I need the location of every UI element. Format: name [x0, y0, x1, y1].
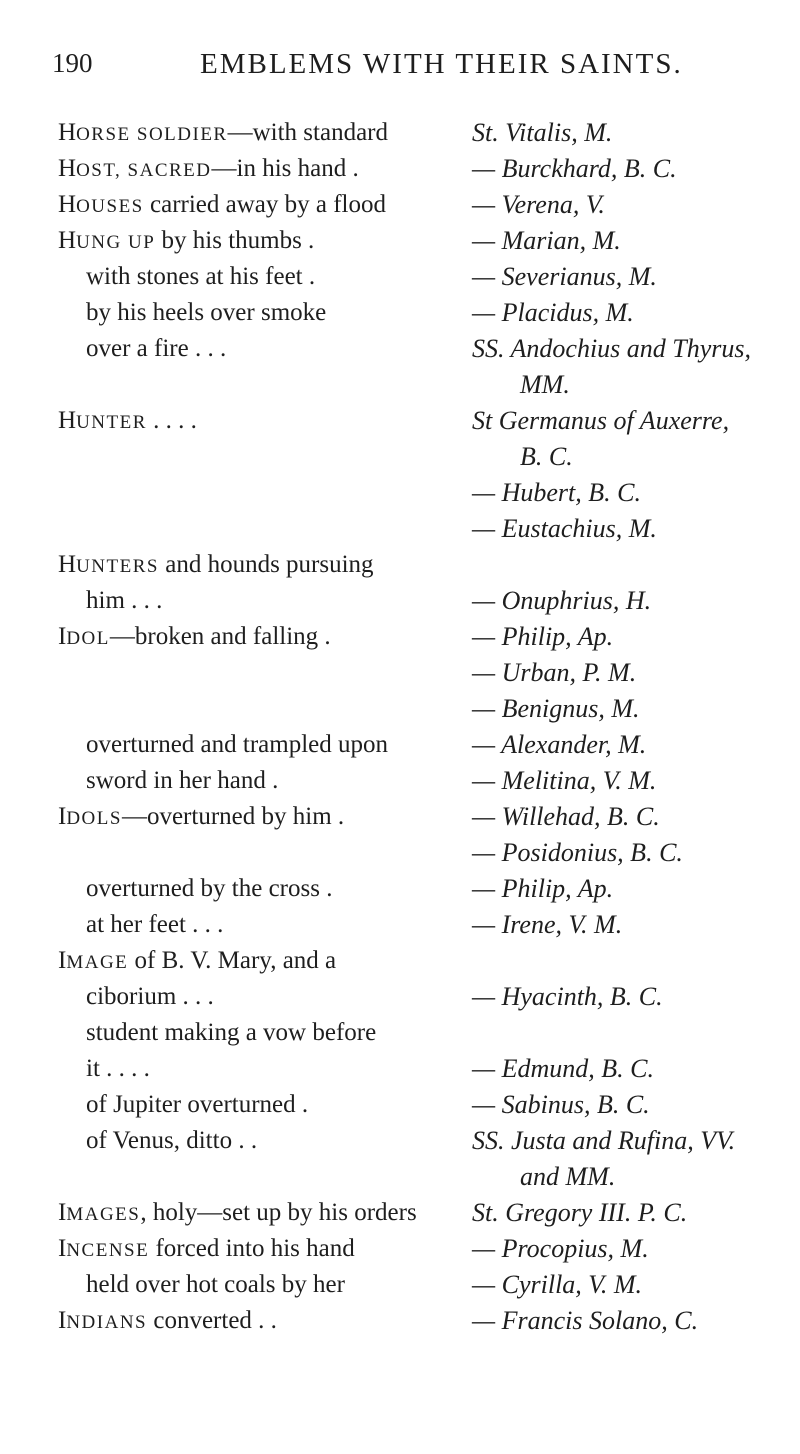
emblem-initial: H: [58, 155, 77, 182]
emblem-entry: student making a vow before: [86, 1019, 377, 1046]
index-row: [0, 367, 800, 403]
saint-entry: — Hyacinth, B. C.: [472, 982, 663, 1011]
emblem-entry: [58, 619, 458, 657]
emblem-entry: held over hot coals by her: [86, 1271, 345, 1298]
index-row: [0, 871, 800, 907]
emblem-description: —broken and falling .: [109, 623, 331, 650]
index-row: [0, 835, 800, 871]
emblem-entry: ciborium . . .: [86, 983, 214, 1010]
index-row: [0, 151, 800, 187]
saint-entry: St. Gregory III. P. C.: [472, 1198, 688, 1227]
emblem-description: —with standard: [227, 119, 388, 146]
emblem-keyword: DOL: [66, 628, 110, 649]
emblem-keyword: ORSE SOLDIER: [76, 124, 228, 145]
index-row: [0, 259, 800, 295]
saint-entry: St Germanus of Auxerre,: [472, 406, 730, 435]
emblem-entry: [58, 223, 458, 261]
emblem-initial: I: [58, 1199, 67, 1226]
index-row: [0, 583, 800, 619]
emblem-index: [0, 115, 800, 1339]
saint-entry: — Melitina, V. M.: [472, 766, 657, 795]
emblem-keyword: UNTER: [76, 412, 147, 433]
saint-entry: — Edmund, B. C.: [472, 1054, 654, 1083]
emblem-entry: [58, 187, 458, 225]
emblem-keyword: MAGE: [66, 952, 129, 973]
index-row: [0, 1123, 800, 1159]
index-row: [0, 655, 800, 691]
saint-entry: — Burckhard, B. C.: [472, 154, 677, 183]
index-row: [0, 1231, 800, 1267]
index-row: [0, 979, 800, 1015]
saint-entry: — Alexander, M.: [472, 730, 647, 759]
saint-entry: — Posidonius, B. C.: [472, 838, 683, 867]
index-row: [0, 1015, 800, 1051]
saint-entry: — Marian, M.: [472, 226, 621, 255]
emblem-initial: H: [58, 227, 77, 254]
index-row: [0, 295, 800, 331]
emblem-initial: I: [58, 1235, 67, 1262]
emblem-entry: [58, 1231, 458, 1269]
emblem-entry: with stones at his feet .: [86, 263, 316, 290]
index-row: [0, 727, 800, 763]
index-row: [0, 187, 800, 223]
emblem-entry: [58, 1195, 458, 1233]
index-row: [0, 1051, 800, 1087]
saint-entry: — Francis Solano, C.: [472, 1306, 699, 1335]
saint-entry: — Hubert, B. C.: [472, 478, 641, 507]
emblem-keyword: OUSES: [76, 196, 144, 217]
emblem-initial: H: [58, 551, 77, 578]
emblem-initial: I: [58, 623, 67, 650]
emblem-entry: overturned and trampled upon: [86, 731, 388, 758]
emblem-description: of B. V. Mary, and a: [128, 947, 337, 974]
saint-entry: — Eustachius, M.: [472, 514, 657, 543]
emblem-keyword: OST, SACRED: [76, 160, 212, 181]
emblem-keyword: NDIANS: [66, 1312, 148, 1333]
emblem-description: . . . .: [146, 407, 197, 434]
emblem-description: by his thumbs .: [155, 227, 315, 254]
emblem-entry: [58, 799, 458, 837]
emblem-description: —overturned by him .: [121, 803, 345, 830]
emblem-entry: by his heels over smoke: [86, 299, 327, 326]
emblem-entry: it . . . .: [86, 1055, 150, 1082]
saint-entry: — Cyrilla, V. M.: [472, 1270, 642, 1299]
index-row: [0, 1267, 800, 1303]
emblem-entry: him . . .: [86, 587, 163, 614]
emblem-initial: I: [58, 803, 67, 830]
emblem-entry: sword in her hand .: [86, 767, 279, 794]
saint-entry: — Urban, P. M.: [472, 658, 637, 687]
saint-entry: MM.: [520, 370, 570, 399]
saint-entry: St. Vitalis, M.: [472, 118, 613, 147]
page-header: [0, 48, 800, 92]
index-row: [0, 943, 800, 979]
emblem-entry: of Jupiter overturned .: [86, 1091, 309, 1118]
emblem-description: carried away by a flood: [143, 191, 386, 218]
index-row: [0, 403, 800, 439]
emblem-description: , holy—set up by his orders: [140, 1199, 417, 1226]
index-row: [0, 115, 800, 151]
saint-entry: — Philip, Ap.: [472, 874, 614, 903]
saint-entry: — Philip, Ap.: [472, 622, 614, 651]
saint-entry: — Procopius, M.: [472, 1234, 649, 1263]
index-row: [0, 1303, 800, 1339]
emblem-entry: [58, 547, 458, 585]
emblem-entry: over a fire . . .: [86, 335, 227, 362]
emblem-keyword: UNG UP: [76, 232, 156, 253]
index-row: [0, 691, 800, 727]
emblem-initial: H: [58, 407, 77, 434]
saint-entry: — Benignus, M.: [472, 694, 640, 723]
index-row: [0, 1087, 800, 1123]
emblem-entry: [58, 115, 458, 153]
index-row: [0, 1195, 800, 1231]
emblem-entry: of Venus, ditto . .: [86, 1127, 258, 1154]
saint-entry: — Verena, V.: [472, 190, 605, 219]
emblem-initial: I: [58, 947, 67, 974]
emblem-keyword: DOLS: [66, 808, 122, 829]
saint-entry: — Irene, V. M.: [472, 910, 623, 939]
saint-entry: — Onuphrius, H.: [472, 586, 652, 615]
saint-entry: — Willehad, B. C.: [472, 802, 660, 831]
page-number: 190: [52, 48, 93, 78]
index-row: [0, 439, 800, 475]
emblem-entry: at her feet . . .: [86, 911, 224, 938]
emblem-entry: [58, 943, 458, 981]
emblem-entry: overturned by the cross .: [86, 875, 333, 902]
index-row: [0, 619, 800, 655]
index-row: [0, 763, 800, 799]
saint-entry: SS. Justa and Rufina, VV.: [472, 1126, 736, 1155]
emblem-keyword: UNTERS: [76, 556, 159, 577]
index-row: [0, 907, 800, 943]
index-row: [0, 1159, 800, 1195]
emblem-keyword: MAGES: [66, 1204, 141, 1225]
index-row: [0, 547, 800, 583]
emblem-entry: [58, 403, 458, 441]
emblem-description: —in his hand .: [211, 155, 359, 182]
emblem-entry: [58, 1303, 458, 1341]
saint-entry: — Placidus, M.: [472, 298, 634, 327]
emblem-description: and hounds pursuing: [158, 551, 374, 578]
index-row: [0, 511, 800, 547]
emblem-entry: [58, 151, 458, 189]
saint-entry: — Severianus, M.: [472, 262, 657, 291]
emblem-keyword: NCENSE: [66, 1240, 150, 1261]
index-row: [0, 223, 800, 259]
emblem-initial: I: [58, 1307, 67, 1334]
index-row: [0, 475, 800, 511]
saint-entry: B. C.: [520, 442, 573, 471]
saint-entry: — Sabinus, B. C.: [472, 1090, 650, 1119]
emblem-description: forced into his hand: [149, 1235, 355, 1262]
index-row: [0, 799, 800, 835]
saint-entry: SS. Andochius and Thyrus,: [472, 334, 752, 363]
running-head: EMBLEMS WITH THEIR SAINTS.: [200, 48, 683, 80]
emblem-initial: H: [58, 191, 77, 218]
saint-entry: and MM.: [520, 1162, 616, 1191]
emblem-initial: H: [58, 119, 77, 146]
index-row: [0, 331, 800, 367]
emblem-description: converted . .: [147, 1307, 277, 1334]
